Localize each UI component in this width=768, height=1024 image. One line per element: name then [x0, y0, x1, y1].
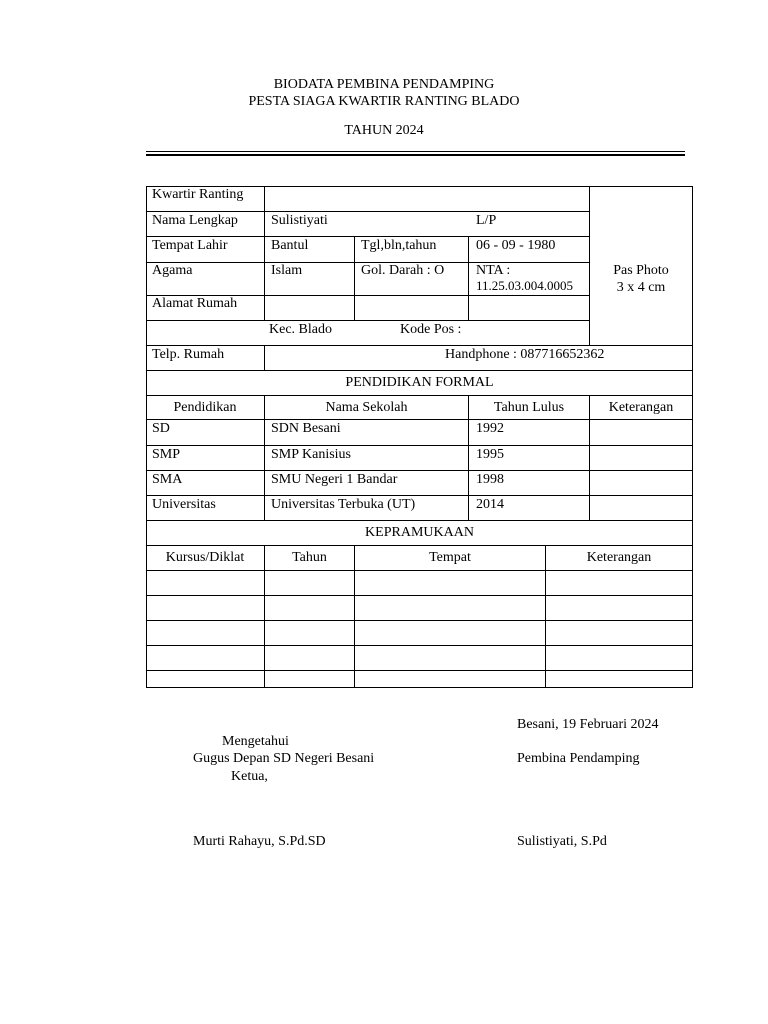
nta-value: 11.25.03.004.0005	[476, 278, 574, 293]
pendidikan-header-keterangan: Keterangan	[608, 400, 674, 415]
title-line-2: PESTA SIAGA KWARTIR RANTING BLADO	[248, 94, 520, 109]
pendidikan-level: SMA	[152, 472, 183, 487]
agama-label: Agama	[152, 263, 193, 278]
kode-pos: Kode Pos :	[400, 322, 462, 337]
golongan-darah: Gol. Darah : O	[361, 263, 445, 278]
agama-value: Islam	[271, 263, 303, 278]
pendidikan-header-pendidikan: Pendidikan	[173, 400, 237, 415]
pendidikan-header-nama-sekolah: Nama Sekolah	[325, 400, 408, 415]
pas-photo-size: 3 x 4 cm	[616, 280, 666, 295]
pendidikan-level: SMP	[152, 447, 181, 462]
pendidikan-header-tahun-lulus: Tahun Lulus	[493, 400, 565, 415]
gugus-depan-label: Gugus Depan SD Negeri Besani	[193, 751, 375, 766]
kwartir-ranting-label: Kwartir Ranting	[152, 187, 244, 202]
handphone: Handphone : 087716652362	[445, 347, 605, 362]
place-date: Besani, 19 Februari 2024	[517, 717, 659, 732]
pembina-pendamping-label: Pembina Pendamping	[517, 751, 640, 766]
kepramukaan-header-tempat: Tempat	[429, 550, 471, 565]
tgl-lahir-value: 06 - 09 - 1980	[476, 238, 556, 253]
nama-lengkap-value: Sulistiyati	[271, 213, 328, 228]
header-rule-bottom	[146, 154, 685, 156]
tempat-lahir-label: Tempat Lahir	[152, 238, 228, 253]
pendidikan-section-title: PENDIDIKAN FORMAL	[345, 375, 494, 390]
pendidikan-school: SMP Kanisius	[271, 447, 352, 462]
kepramukaan-header-keterangan: Keterangan	[586, 550, 652, 565]
telp-rumah-label: Telp. Rumah	[152, 347, 225, 362]
title-line-3: TAHUN 2024	[344, 123, 424, 138]
nta-label: NTA :	[476, 263, 511, 278]
alamat-rumah-label: Alamat Rumah	[152, 296, 238, 311]
pendidikan-year: 1995	[476, 447, 504, 462]
kecamatan: Kec. Blado	[269, 322, 332, 337]
kepramukaan-header-tahun: Tahun	[292, 550, 327, 565]
pas-photo-label: Pas Photo	[613, 263, 669, 278]
nama-lengkap-label: Nama Lengkap	[152, 213, 238, 228]
title-line-1: BIODATA PEMBINA PENDAMPING	[273, 77, 495, 92]
lp-label: L/P	[476, 213, 497, 228]
right-signatory-name: Sulistiyati, S.Pd	[517, 834, 607, 849]
tempat-lahir-value: Bantul	[271, 238, 309, 253]
pendidikan-level: SD	[152, 421, 170, 436]
ketua-label: Ketua,	[231, 769, 268, 784]
pendidikan-school: Universitas Terbuka (UT)	[271, 497, 416, 512]
kepramukaan-header-kursus: Kursus/Diklat	[165, 550, 245, 565]
tgl-lahir-label: Tgl,bln,tahun	[361, 238, 437, 253]
pendidikan-level: Universitas	[152, 497, 216, 512]
pendidikan-year: 2014	[476, 497, 504, 512]
pendidikan-year: 1992	[476, 421, 504, 436]
mengetahui-label: Mengetahui	[222, 734, 289, 749]
pendidikan-year: 1998	[476, 472, 504, 487]
kepramukaan-section-title: KEPRAMUKAAN	[365, 525, 474, 540]
pendidikan-school: SDN Besani	[271, 421, 341, 436]
header-rule-top	[146, 151, 685, 152]
pendidikan-school: SMU Negeri 1 Bandar	[271, 472, 398, 487]
left-signatory-name: Murti Rahayu, S.Pd.SD	[193, 834, 326, 849]
